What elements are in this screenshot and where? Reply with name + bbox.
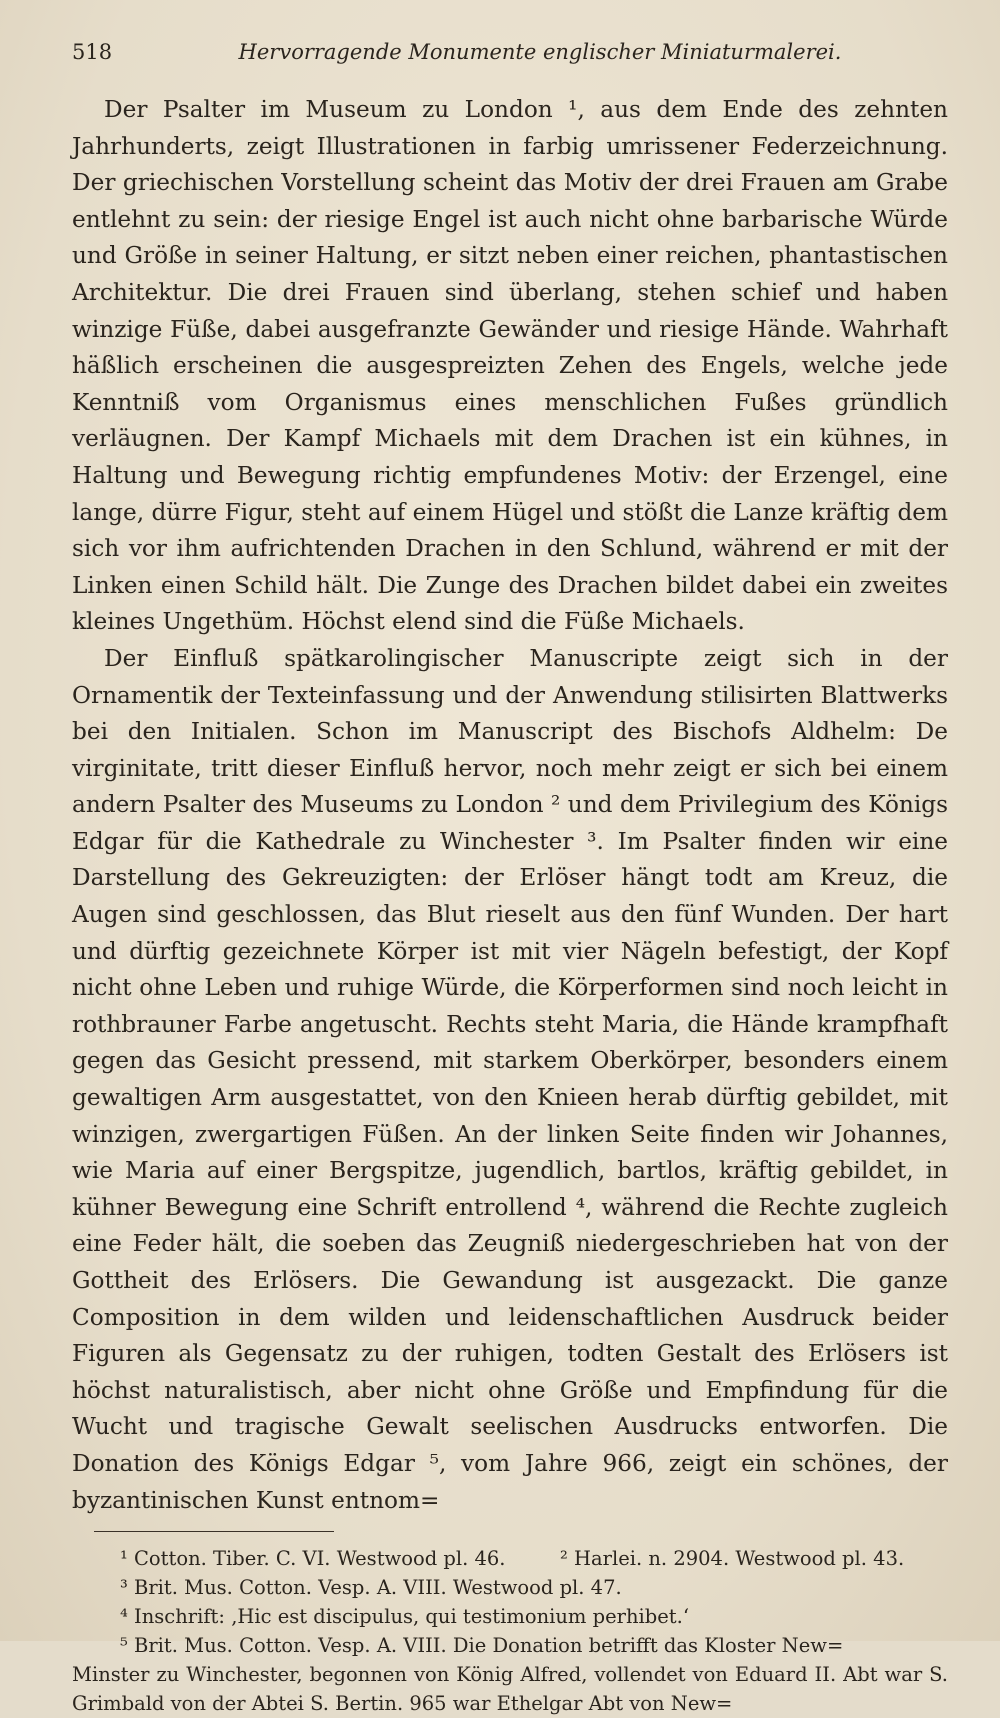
paragraph-1: Der Psalter im Museum zu London ¹, aus dem Ende des zehnten Jahrhunderts, zeigt Illustrationen in farbig umrissener Federzeichnung. Der griechischen Vorstellung scheint das Motiv der drei Frauen am Grabe entlehnt zu sein: der riesige Engel ist auch nicht ohne barbarische Würde und Größe in seiner Haltung, er sitzt neben einer reichen, phantastischen Architektur. Die drei Frauen sind überlang, stehen schief und haben winzige Füße, dabei ausgefranzte Gewänder und riesige Hände. Wahrhaft häßlich erscheinen die ausgespreizten Zehen des Engels, welche jede Kenntniß vom Organismus eines menschlichen Fußes gründlich verläugnen. Der Kampf Michaels mit dem Drachen ist ein kühnes, in Haltung und Bewegung richtig empfundenes Motiv: der Erzengel, eine lange, dürre Figur, steht auf einem Hügel und stößt die Lanze kräftig dem sich vor ihm aufrichtenden Drachen in den Schlund, während er mit der Linken einen Schild hält. Die Zunge des Drachen bildet dabei ein zweites kleines Ungethüm. Höchst elend sind die Füße Michaels. [72, 96, 948, 636]
footnote-divider [94, 1531, 334, 1532]
footnote-3: ³ Brit. Mus. Cotton. Vesp. A. VIII. Westwood pl. 47. [120, 1576, 622, 1600]
footnote-row-1 [72, 1544, 948, 1573]
main-text [72, 92, 948, 1519]
footnote-2: ² Harlei. n. 2904. Westwood pl. 43. [560, 1547, 905, 1571]
paragraph-2: Der Einfluß spätkarolingischer Manuscripte zeigt sich in der Ornamentik der Texteinfassung und der Anwendung stilisirten Blattwerks bei den Initialen. Schon im Manuscript des Bischofs Aldhelm: De virginitate, tritt dieser Einfluß hervor, noch mehr zeigt er sich bei einem andern Psalter des Museums zu London ² und dem Privilegium des Königs Edgar für die Kathedrale zu Winchester ³. Im Psalter finden wir eine Darstellung des Gekreuzigten: der Erlöser hängt todt am Kreuz, die Augen sind geschlossen, das Blut rieselt aus den fünf Wunden. Der hart und dürftig gezeichnete Körper ist mit vier Nägeln befestigt, der Kopf nicht ohne Leben und ruhige Würde, die Körperformen sind noch leicht in rothbrauner Farbe angetuscht. Rechts steht Maria, die Hände krampfhaft gegen das Gesicht pressend, mit starkem Oberkörper, besonders einem gewaltigen Arm ausgestattet, von den Knieen herab dürftig gebildet, mit winzigen, zwergartigen Füßen. An der linken Seite finden wir Johannes, wie Maria auf einer Bergspitze, jugendlich, bartlos, kräftig gebildet, in kühner Bewegung eine Schrift entrollend ⁴, während die Rechte zugleich eine Feder hält, die soeben das Zeugniß niedergeschrieben hat von der Gottheit des Erlösers. Die Gewandung ist ausgezackt. Die ganze Composition in dem wilden und leidenschaftlichen Ausdruck beider Figuren als Gegensatz zu der ruhigen, todten Gestalt des Erlösers ist höchst naturalistisch, aber nicht ohne Größe und Empfindung für die Wucht und tragische Gewalt seelischen Ausdrucks entworfen. Die Donation des Königs Edgar ⁵, vom Jahre 966, zeigt ein schönes, der byzantinischen Kunst entnom= [72, 644, 948, 1514]
footnotes [72, 1544, 948, 1718]
footnote-4: ⁴ Inschrift: ‚Hic est discipulus, qui testimonium perhibet.‘ [120, 1605, 690, 1629]
footnote-1: ¹ Cotton. Tiber. C. VI. Westwood pl. 46. [120, 1547, 506, 1571]
footnote-5: ⁵ Brit. Mus. Cotton. Vesp. A. VIII. Die Donation betrifft das Kloster New= [120, 1634, 844, 1658]
footnote-5-continuation: Minster zu Winchester, begonnen von König Alfred, vollendet von Eduard II. Abt war S. Grimbald von der Abtei S. Bertin. 965 war Ethelgar Abt von New= [72, 1663, 948, 1716]
page-header [72, 40, 948, 80]
running-title: Hervorragende Monumente englischer Miniaturmalerei. [238, 40, 842, 64]
page-number: 518 [72, 40, 113, 64]
